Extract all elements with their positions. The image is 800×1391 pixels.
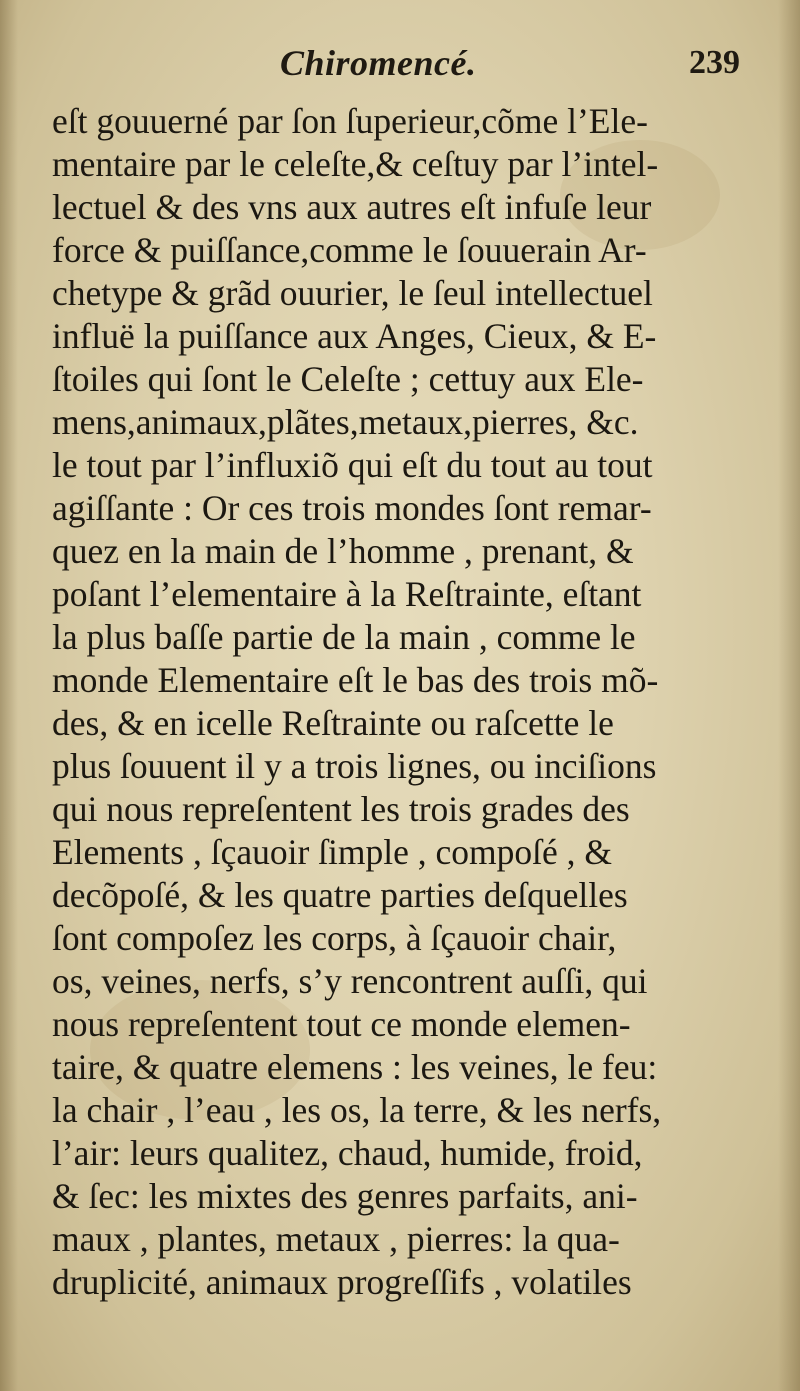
text-line: des, & en icelle Reſtrainte ou raſcette le [52,703,614,743]
text-line: l’air: leurs qualitez, chaud, humide, froid, [52,1133,643,1173]
text-line: & ſec: les mixtes des genres parfaits, ani- [52,1176,638,1216]
text-line: os, veines, nerfs, s’y rencontrent auſſi, qui [52,961,648,1001]
text-line: la chair , l’eau , les os, la terre, & les nerfs, [52,1090,662,1130]
text-line: monde Elementaire eſt le bas des trois mõ- [52,660,659,700]
text-line: ſtoiles qui ſont le Celeſte ; cettuy aux Ele- [52,359,644,399]
text-line: poſant l’elementaire à la Reſtrainte, eſtant [52,574,642,614]
text-line: Elements , ſçauoir ſimple , compoſé , & [52,832,612,872]
text-line: ſont compoſez les corps, à ſçauoir chair, [52,918,617,958]
text-line: mens,animaux,plãtes,metaux,pierres, &c. [52,402,639,442]
text-line: la plus baſſe partie de la main , comme le [52,617,636,657]
page-edge-shadow-left [0,0,18,1391]
text-line: mentaire par le celeſte,& ceſtuy par l’intel- [52,144,659,184]
text-line: quez en la main de l’homme , prenant, & [52,531,634,571]
body-text [52,100,752,1304]
text-line: le tout par l’influxiõ qui eſt du tout au tout [52,445,653,485]
text-line: force & puiſſance,comme le ſouuerain Ar- [52,230,647,270]
running-head: Chiromencé. [280,43,477,83]
page-number: 239 [689,44,740,81]
text-line: influë la puiſſance aux Anges, Cieux, & E- [52,316,657,356]
text-line: chetype & grãd ouurier, le ſeul intellectuel [52,273,653,313]
text-line: nous repreſentent tout ce monde elemen- [52,1004,631,1044]
text-line: maux , plantes, metaux , pierres: la qua- [52,1219,620,1259]
page-header [60,42,740,94]
text-line: qui nous repreſentent les trois grades des [52,789,630,829]
text-line: decõpoſé, & les quatre parties deſquelles [52,875,628,915]
text-line: agiſſante : Or ces trois mondes ſont remar- [52,488,652,528]
text-line: druplicité, animaux progreſſifs , volatiles [52,1262,632,1302]
text-line: eſt gouuerné par ſon ſuperieur,cõme l’Ele- [52,101,648,141]
page-edge-shadow-right [778,0,800,1391]
text-line: taire, & quatre elemens : les veines, le feu: [52,1047,658,1087]
text-line: plus ſouuent il y a trois lignes, ou inciſions [52,746,657,786]
text-line: lectuel & des vns aux autres eſt infuſe leur [52,187,652,227]
